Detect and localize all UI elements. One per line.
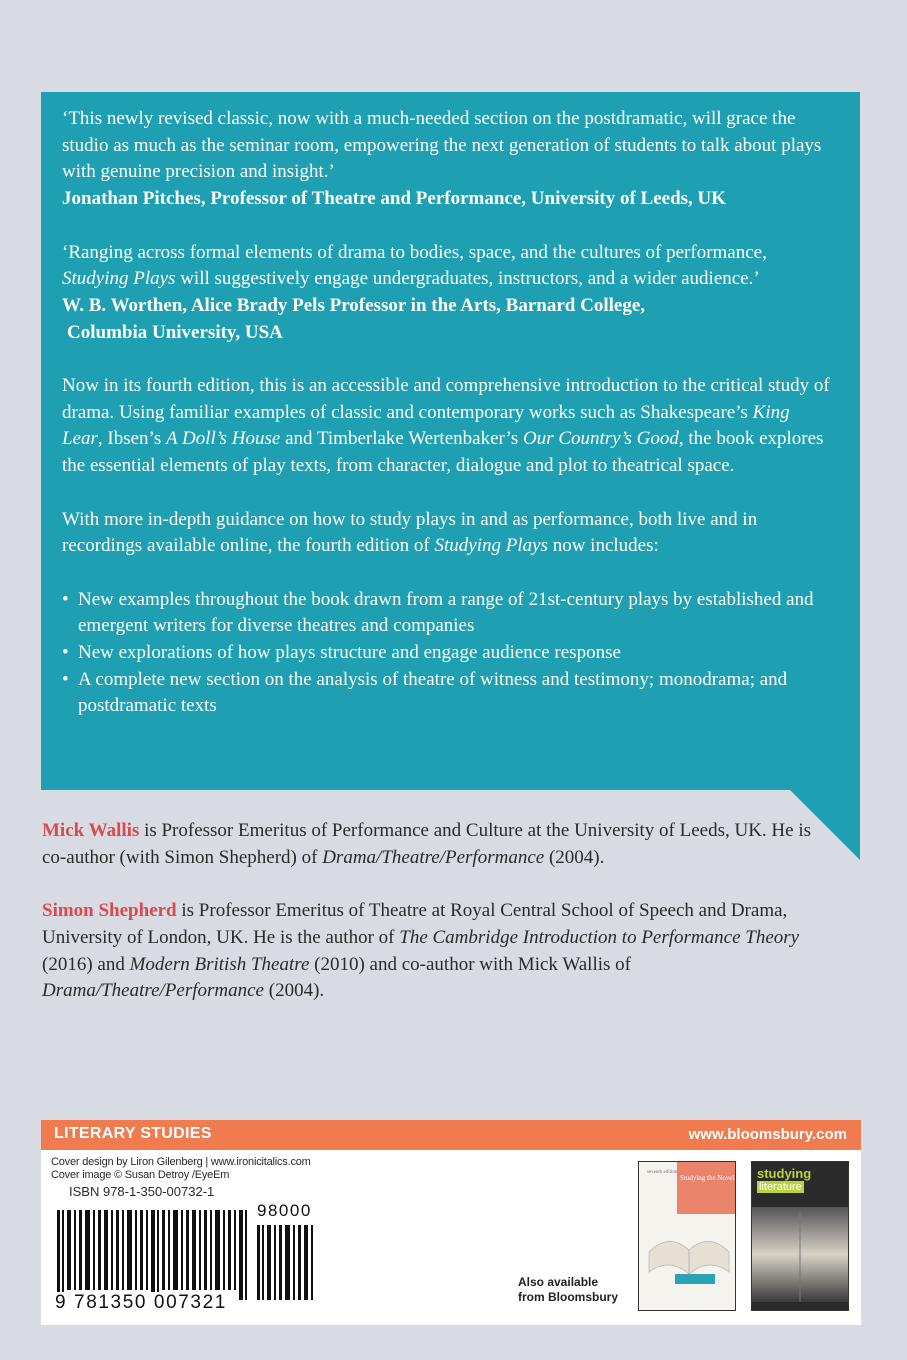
book-cover-studying-literature[interactable]	[751, 1161, 849, 1311]
quote-2-attribution-line2: Columbia University, USA	[67, 321, 283, 343]
also-available-label: Also available from Bloomsbury	[518, 1275, 619, 1304]
bio-simon-shepherd: Simon Shepherd is Professor Emeritus of Theatre at Royal Central School of Speech and Drama, University of London, UK. He is the author of The Cambridge Introduction to Performance Theory (2016) and Modern British Theatre (2010) and co-author with Mick Wallis of Drama/Theatre/Performance (2004).	[42, 900, 800, 1002]
quote-1: ‘This newly revised classic, now with a much-needed section on the postdramatic, will grace the studio as much as the seminar room, empowering the next generation of students to talk about plays with genuine precision and insight.’	[62, 108, 822, 183]
quote-2-attribution-line1: W. B. Worthen, Alice Brady Pels Professor in the Arts, Barnard College,	[62, 294, 645, 316]
title-our-countrys-good: Our Country’s Good	[522, 428, 679, 450]
open-book-icon	[639, 1162, 735, 1310]
title-studying-plays: Studying Plays	[62, 268, 176, 290]
book1-title: Studying the Novel	[680, 1174, 735, 1182]
guidance: With more in-depth guidance on how to study plays in and as performance, both live and in recordings available online, the fourth edition of Studying Plays now includes:	[62, 508, 758, 557]
bullet-icon: •	[62, 668, 69, 690]
quote-2: ‘Ranging across formal elements of drama to bodies, space, and the cultures of performance, Studying Plays will suggestively engage undergraduates, instructors, and a wider audience.’	[62, 241, 767, 290]
list-item: • New examples throughout the book drawn from a range of 21st-century plays by established and emergent writers for diverse theatres and companies	[62, 588, 814, 637]
feature-list	[62, 587, 832, 721]
bullet-icon: •	[62, 642, 69, 663]
bullet-icon: •	[62, 588, 69, 610]
list-item: • New explorations of how plays structure and engage audience response	[62, 640, 832, 667]
blurb-text	[62, 106, 832, 720]
description: Now in its fourth edition, this is an accessible and comprehensive introduction to the critical study of drama. Using familiar examples of classic and contemporary works such as Shakespeare’s King Lear, Ibsen’s A Doll’s House and Timberlake Wertenbaker’s Our Country’s Good, the book explores the essential elements of play texts, from character, dialogue and plot to theatrical space.	[62, 375, 830, 477]
footer-panel	[41, 1120, 861, 1325]
isbn-digits: 9 781350 007321	[55, 1292, 231, 1314]
title-dolls-house: A Doll’s House	[165, 428, 281, 450]
book2-title-line2: literature	[759, 1181, 802, 1193]
author-bios	[42, 818, 822, 1032]
list-item: • A complete new section on the analysis of theatre of witness and testimony; monodrama; and postdramatic texts	[62, 668, 788, 717]
book2-title-line1: studying	[757, 1166, 812, 1181]
quote-1-attribution: Jonathan Pitches, Professor of Theatre and Performance, University of Leeds, UK	[62, 188, 727, 210]
cover-credits: Cover design by Liron Gilenberg | www.ironicitalics.com Cover image © Susan Detroy /EyeEm	[51, 1156, 311, 1181]
isbn-label: ISBN 978-1-350-00732-1	[69, 1184, 215, 1199]
website-link[interactable]: www.bloomsbury.com	[688, 1126, 847, 1143]
title-king-lear: King Lear	[62, 401, 790, 450]
bio-mick-wallis: Mick Wallis is Professor Emeritus of Performance and Culture at the University of Leeds, UK. He is co-author (with Simon Shepherd) of Drama/Theatre/Performance (2004).	[42, 820, 812, 868]
title-studying-plays-2: Studying Plays	[434, 535, 548, 557]
category-label: LITERARY STUDIES	[54, 1125, 212, 1142]
book-cover-studying-the-novel[interactable]: seventh edition Studying the Novel	[638, 1161, 736, 1311]
category-bar	[41, 1120, 861, 1150]
price-code: 98000	[257, 1201, 312, 1220]
